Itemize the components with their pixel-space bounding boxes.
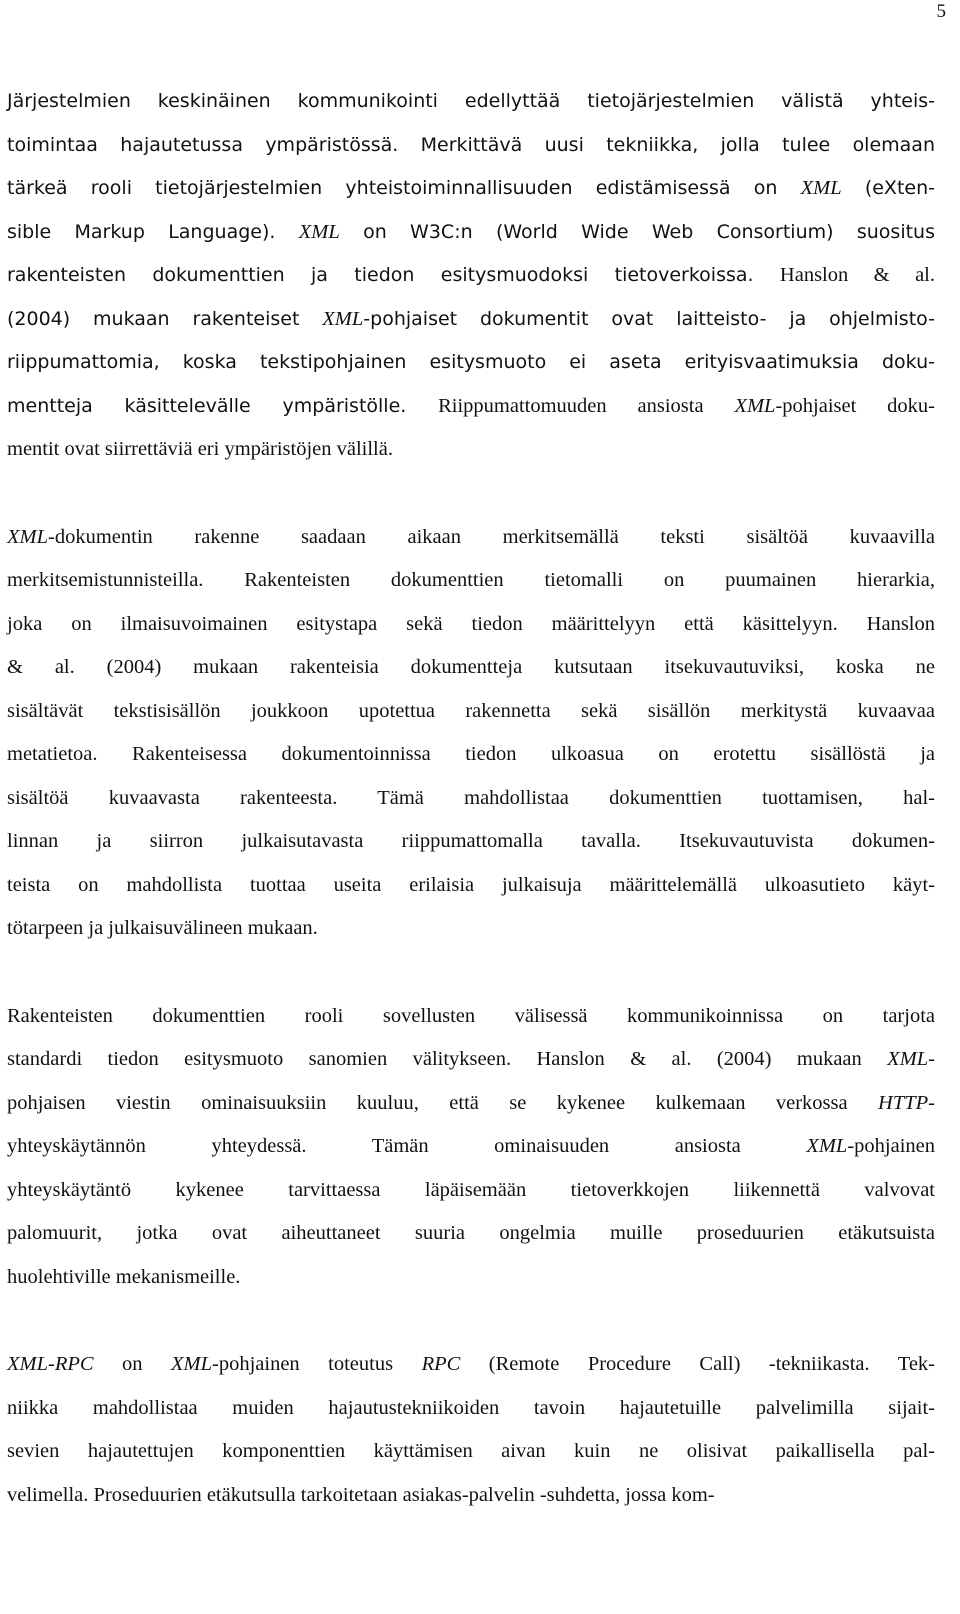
text-segment: - bbox=[928, 1091, 935, 1114]
italic-term: XML bbox=[7, 525, 48, 548]
text-line bbox=[7, 1125, 935, 1169]
text-line bbox=[7, 1212, 935, 1256]
text-segment: yhteyskäytännön yhteydessä. Tämän ominaisuuden ansiosta bbox=[7, 1135, 807, 1157]
text-line bbox=[7, 298, 935, 342]
text-segment: sible Markup Language). bbox=[7, 220, 299, 243]
text-segment: -pohjaiset dokumentit ovat laitteisto- ja ohjelmisto- bbox=[363, 307, 935, 330]
text-line bbox=[7, 1343, 935, 1387]
text-line bbox=[7, 516, 935, 560]
paragraph-gap bbox=[7, 951, 935, 995]
text-line bbox=[7, 341, 935, 385]
text-line bbox=[7, 995, 935, 1039]
text-line bbox=[7, 1256, 935, 1300]
document-body bbox=[7, 80, 935, 1517]
text-line bbox=[7, 254, 935, 298]
text-segment: on W3C:n (World Wide Web Consortium) suositus bbox=[339, 220, 935, 243]
text-line bbox=[7, 124, 935, 168]
text-segment: -pohjainen toteutus bbox=[212, 1353, 422, 1375]
text-segment: joka on ilmaisuvoimainen esitystapa sekä tiedon määrittelyyn että käsittelyyn. Hanslon bbox=[7, 612, 935, 635]
paragraph bbox=[7, 995, 935, 1300]
text-line bbox=[7, 1474, 935, 1518]
text-segment: - bbox=[928, 1048, 935, 1070]
page-number: 5 bbox=[936, 1, 946, 22]
text-segment: mentit ovat siirrettäviä eri ympäristöjen välillä. bbox=[7, 438, 393, 460]
text-segment: toimintaa hajautetussa ympäristössä. Merkittävä uusi tekniikka, jolla tulee olemaan bbox=[7, 133, 935, 156]
text-segment: tärkeä rooli tietojärjestelmien yhteistoiminnallisuuden edistämisessä on bbox=[7, 177, 801, 199]
paragraph bbox=[7, 1343, 935, 1517]
text-segment: niikka mahdollistaa muiden hajautustekniikoiden tavoin hajautetuille palvelimilla sijait- bbox=[7, 1396, 935, 1419]
text-line bbox=[7, 864, 935, 908]
text-segment: mentteja käsittelevälle ympäristölle. bbox=[7, 394, 439, 417]
text-segment: -dokumentin rakenne saadaan aikaan merkitsemällä teksti sisältöä kuvaavilla bbox=[48, 525, 935, 548]
text-line bbox=[7, 690, 935, 734]
text-segment: tötarpeen ja julkaisuvälineen mukaan. bbox=[7, 917, 318, 939]
text-segment: Riippumattomuuden ansiosta bbox=[438, 394, 735, 417]
italic-term: XML bbox=[887, 1048, 929, 1070]
text-line bbox=[7, 428, 935, 472]
text-segment: metatietoa. Rakenteisessa dokumentoinnissa tiedon ulkoasua on erotettu sisällöstä ja bbox=[7, 743, 935, 765]
paragraph bbox=[7, 80, 935, 472]
italic-term: XML bbox=[298, 220, 340, 243]
text-line bbox=[7, 80, 935, 124]
text-line bbox=[7, 385, 935, 429]
italic-term: XML bbox=[322, 307, 364, 330]
text-line bbox=[7, 1430, 935, 1474]
text-segment: -pohjainen bbox=[847, 1135, 935, 1157]
text-segment: Rakenteisten dokumenttien rooli sovellusten välisessä kommunikoinnissa on tarjota bbox=[7, 1004, 935, 1027]
text-line bbox=[7, 167, 935, 211]
text-segment: sisältävät tekstisisällön joukkoon upotettua rakennetta sekä sisällön merkitystä kuvaavaa bbox=[7, 699, 935, 722]
text-line bbox=[7, 646, 935, 690]
text-line bbox=[7, 733, 935, 777]
text-segment: (Remote Procedure Call) -tekniikasta. Tek- bbox=[460, 1353, 936, 1375]
text-line bbox=[7, 211, 935, 255]
text-line bbox=[7, 1082, 935, 1126]
paragraph-gap bbox=[7, 472, 935, 516]
text-line bbox=[7, 777, 935, 821]
text-segment: & al. (2004) mukaan rakenteisia dokumentteja kutsutaan itsekuvautuviksi, koska ne bbox=[7, 656, 935, 678]
italic-term: HTTP bbox=[878, 1091, 929, 1114]
paragraph bbox=[7, 516, 935, 951]
text-segment: pohjaisen viestin ominaisuuksiin kuuluu, että se kykenee kulkemaan verkossa bbox=[7, 1091, 879, 1114]
italic-term: XML bbox=[806, 1135, 848, 1157]
text-segment: teista on mahdollista tuottaa useita erilaisia julkaisuja määrittelemällä ulkoasutieto käyt- bbox=[7, 873, 935, 896]
text-segment: merkitsemistunnisteilla. Rakenteisten dokumenttien tietomalli on puumainen hierarkia, bbox=[7, 569, 935, 591]
text-line bbox=[7, 1387, 935, 1431]
italic-term: RPC bbox=[421, 1353, 461, 1375]
text-segment: Järjestelmien keskinäinen kommunikointi edellyttää tietojärjestelmien välistä yhteis- bbox=[7, 90, 935, 112]
text-segment: (eXten- bbox=[841, 177, 935, 199]
paragraph-gap bbox=[7, 1299, 935, 1343]
italic-term: XML bbox=[734, 394, 776, 417]
text-segment: riippumattomia, koska tekstipohjainen esitysmuoto ei aseta erityisvaatimuksia doku- bbox=[7, 351, 935, 373]
text-segment: sevien hajautettujen komponenttien käyttämisen aivan kuin ne olisivat paikallisella pal- bbox=[7, 1440, 935, 1462]
text-segment: (2004) mukaan rakenteiset bbox=[7, 307, 323, 330]
text-segment: huolehtiville mekanismeille. bbox=[7, 1265, 241, 1288]
text-segment: Hanslon & al. bbox=[779, 264, 935, 286]
text-segment: standardi tiedon esitysmuoto sanomien välitykseen. Hanslon & al. (2004) mukaan bbox=[7, 1048, 888, 1070]
text-segment: palomuurit, jotka ovat aiheuttaneet suuria ongelmia muille proseduurien etäkutsuista bbox=[7, 1222, 935, 1244]
text-line bbox=[7, 1169, 935, 1213]
text-segment: velimella. Proseduurien etäkutsulla tarkoitetaan asiakas-palvelin -suhdetta, jossa kom- bbox=[7, 1483, 715, 1506]
text-line bbox=[7, 603, 935, 647]
italic-term: XML-RPC bbox=[7, 1353, 94, 1375]
text-segment: linnan ja siirron julkaisutavasta riippumattomalla tavalla. Itsekuvautuvista dokumen- bbox=[7, 830, 935, 852]
text-line bbox=[7, 559, 935, 603]
text-segment: rakenteisten dokumenttien ja tiedon esitysmuodoksi tietoverkoissa. bbox=[7, 264, 780, 286]
text-segment: on bbox=[93, 1353, 172, 1375]
text-line bbox=[7, 907, 935, 951]
italic-term: XML bbox=[800, 177, 842, 199]
text-segment: yhteyskäytäntö kykenee tarvittaessa läpäisemään tietoverkkojen liikennettä valvovat bbox=[7, 1178, 935, 1201]
text-segment: -pohjaiset doku- bbox=[775, 394, 935, 417]
text-segment: sisältöä kuvaavasta rakenteesta. Tämä mahdollistaa dokumenttien tuottamisen, hal- bbox=[7, 786, 935, 809]
italic-term: XML bbox=[171, 1353, 213, 1375]
text-line bbox=[7, 1038, 935, 1082]
text-line bbox=[7, 820, 935, 864]
